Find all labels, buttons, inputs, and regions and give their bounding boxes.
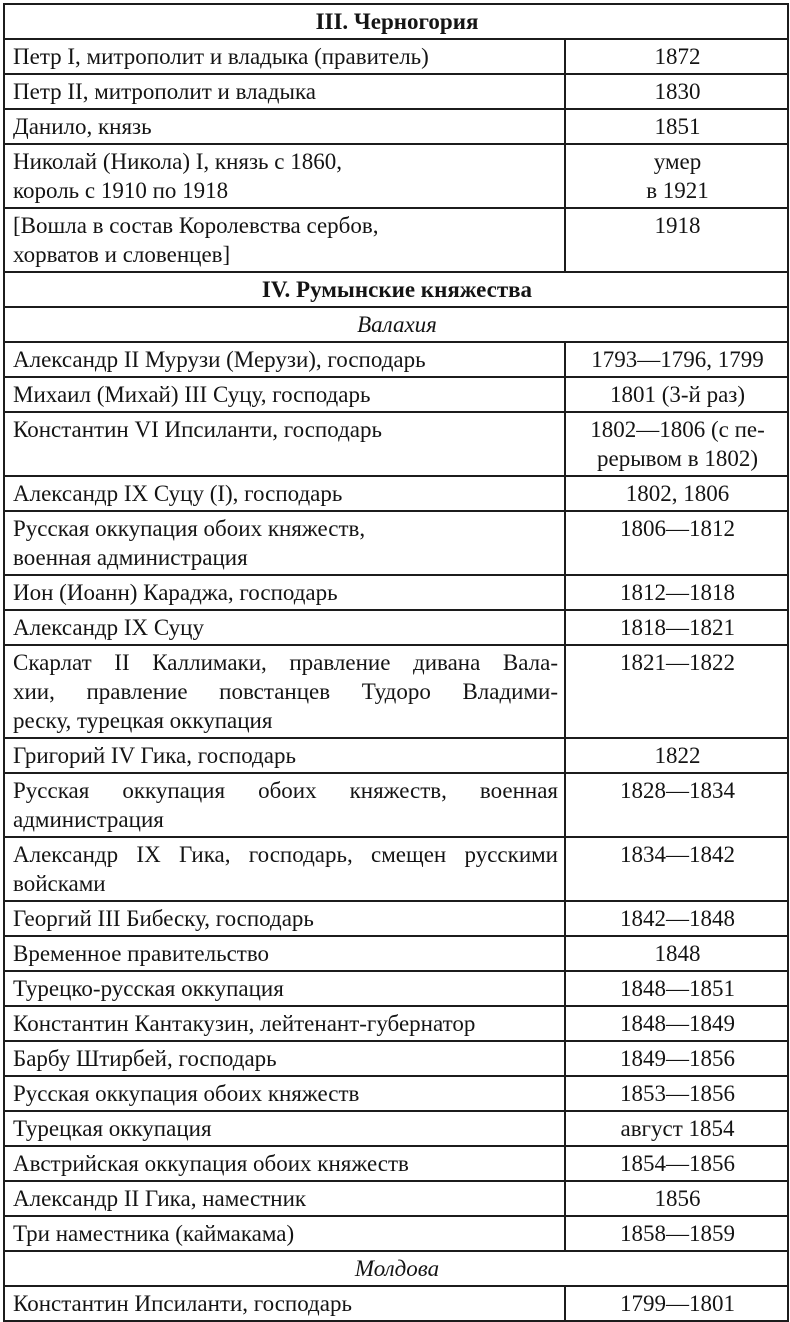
- table-row: [4, 412, 788, 476]
- ruler-name-line: [Вошла в состав Королевства сербов,: [13, 213, 379, 238]
- table-row: [4, 575, 788, 610]
- ruler-name-line: Григорий IV Гика, господарь: [13, 743, 296, 768]
- ruler-name-line: Русская оккупация обоих княжеств, военная: [13, 778, 558, 803]
- years-cell: [565, 936, 788, 971]
- table-row: [4, 144, 788, 208]
- ruler-name-line: Данило, князь: [13, 114, 152, 139]
- years-line: 1853—1856: [620, 1081, 735, 1106]
- years-line: 1848: [654, 941, 701, 966]
- ruler-name-line: Александр II Мурузи (Мерузи), господарь: [13, 347, 426, 372]
- years-cell: [565, 1181, 788, 1216]
- table-row: [4, 1006, 788, 1041]
- ruler-name-line: Скарлат II Каллимаки, правление дивана Вала-: [13, 650, 558, 675]
- table-row: [4, 610, 788, 645]
- ruler-name-cell: [4, 342, 565, 377]
- years-line: 1806—1812: [620, 516, 735, 541]
- ruler-name-line: Австрийская оккупация обоих княжеств: [13, 1151, 409, 1176]
- ruler-name-line: реску, турецкая оккупация: [13, 708, 273, 733]
- years-cell: [565, 610, 788, 645]
- ruler-name-cell: [4, 936, 565, 971]
- ruler-name-cell: [4, 610, 565, 645]
- ruler-name-cell: [4, 1146, 565, 1181]
- ruler-name-line: Константин VI Ипсиланти, господарь: [13, 417, 382, 442]
- ruler-name-line: Михаил (Михай) III Суцу, господарь: [13, 382, 371, 407]
- table-row: [4, 738, 788, 773]
- table-row: [4, 109, 788, 144]
- table-row: [4, 936, 788, 971]
- years-line: 1858—1859: [620, 1221, 735, 1246]
- years-line: 1802, 1806: [625, 481, 730, 506]
- ruler-name-line: Русская оккупация обоих княжеств,: [13, 516, 366, 541]
- table-row: [4, 377, 788, 412]
- ruler-name-cell: [4, 74, 565, 109]
- rulers-table-body: [4, 4, 788, 1321]
- table-row: [4, 971, 788, 1006]
- ruler-name-line: Русская оккупация обоих княжеств: [13, 1081, 360, 1106]
- years-line: 1818—1821: [620, 615, 735, 640]
- table-row: [4, 1076, 788, 1111]
- ruler-name-line: Александр II Гика, наместник: [13, 1186, 307, 1211]
- table-row: [4, 208, 788, 272]
- table-row: [4, 1286, 788, 1321]
- table-row: [4, 1041, 788, 1076]
- years-cell: [565, 901, 788, 936]
- ruler-name-line: Александр IX Суцу: [13, 615, 204, 640]
- section-header: III. Черногория: [4, 4, 788, 39]
- ruler-name-cell: [4, 412, 565, 476]
- years-line: 1834—1842: [620, 842, 735, 867]
- ruler-name-cell: [4, 1286, 565, 1321]
- ruler-name-line: Турецко-русская оккупация: [13, 976, 284, 1001]
- ruler-name-cell: [4, 837, 565, 901]
- ruler-name-cell: [4, 39, 565, 74]
- years-line: 1842—1848: [620, 906, 735, 931]
- years-cell: [565, 738, 788, 773]
- ruler-name-cell: [4, 1041, 565, 1076]
- years-line: 1799—1801: [620, 1291, 735, 1316]
- years-cell: [565, 837, 788, 901]
- ruler-name-line: администрация: [13, 807, 164, 832]
- years-cell: [565, 1216, 788, 1251]
- years-cell: [565, 773, 788, 837]
- subsection-header: Молдова: [4, 1251, 788, 1286]
- ruler-name-line: король с 1910 по 1918: [13, 178, 229, 203]
- years-cell: [565, 342, 788, 377]
- years-cell: [565, 1076, 788, 1111]
- years-line: 1822: [654, 743, 701, 768]
- section-header: IV. Румынские княжества: [4, 272, 788, 307]
- ruler-name-cell: [4, 511, 565, 575]
- ruler-name-cell: [4, 1181, 565, 1216]
- ruler-name-cell: [4, 901, 565, 936]
- years-cell: [565, 971, 788, 1006]
- ruler-name-cell: [4, 1006, 565, 1041]
- table-row: [4, 773, 788, 837]
- table-row: [4, 1181, 788, 1216]
- years-cell: [565, 412, 788, 476]
- table-row: [4, 74, 788, 109]
- years-cell: [565, 575, 788, 610]
- years-cell: [565, 1041, 788, 1076]
- years-line: в 1921: [646, 178, 709, 203]
- ruler-name-line: Три наместника (каймакама): [13, 1221, 295, 1246]
- rulers-table: [3, 3, 789, 1322]
- ruler-name-line: Ион (Иоанн) Караджа, господарь: [13, 580, 338, 605]
- years-cell: [565, 109, 788, 144]
- ruler-name-line: Александр IX Гика, господарь, смещен русскими: [13, 842, 558, 867]
- years-line: 1848—1849: [620, 1011, 735, 1036]
- years-cell: [565, 74, 788, 109]
- ruler-name-cell: [4, 1216, 565, 1251]
- ruler-name-line: Петр II, митрополит и владыка: [13, 79, 316, 104]
- table-row: [4, 476, 788, 511]
- table-row: [4, 342, 788, 377]
- years-line: 1812—1818: [620, 580, 735, 605]
- years-line: 1848—1851: [620, 976, 735, 1001]
- ruler-name-line: Александр IX Суцу (I), господарь: [13, 481, 343, 506]
- years-line: 1918: [654, 213, 701, 238]
- ruler-name-line: военная администрация: [13, 545, 248, 570]
- ruler-name-line: Временное правительство: [13, 941, 270, 966]
- years-cell: [565, 511, 788, 575]
- years-line: 1821—1822: [620, 650, 735, 675]
- years-line: 1872: [654, 44, 701, 69]
- ruler-name-line: Георгий III Бибеску, господарь: [13, 906, 314, 931]
- ruler-name-line: Константин Кантакузин, лейтенант-губернатор: [13, 1011, 476, 1036]
- ruler-name-cell: [4, 575, 565, 610]
- years-cell: [565, 645, 788, 738]
- years-cell: [565, 144, 788, 208]
- years-cell: [565, 377, 788, 412]
- table-row: [4, 511, 788, 575]
- ruler-name-cell: [4, 109, 565, 144]
- ruler-name-cell: [4, 476, 565, 511]
- years-line: 1828—1834: [620, 778, 735, 803]
- table-row: [4, 1111, 788, 1146]
- ruler-name-line: Петр I, митрополит и владыка (правитель): [13, 44, 429, 69]
- ruler-name-cell: [4, 738, 565, 773]
- table-row: [4, 1146, 788, 1181]
- years-line: 1856: [654, 1186, 701, 1211]
- ruler-name-cell: [4, 377, 565, 412]
- years-cell: [565, 39, 788, 74]
- ruler-name-line: хии, правление повстанцев Тудоро Владими-: [13, 679, 558, 704]
- years-cell: [565, 1111, 788, 1146]
- subsection-header: Валахия: [4, 307, 788, 342]
- ruler-name-cell: [4, 144, 565, 208]
- ruler-name-line: войсками: [13, 871, 106, 896]
- table-row: [4, 837, 788, 901]
- table-row: [4, 39, 788, 74]
- years-line: 1854—1856: [620, 1151, 735, 1176]
- ruler-name-line: Николай (Никола) I, князь с 1860,: [13, 149, 342, 174]
- ruler-name-line: Барбу Штирбей, господарь: [13, 1046, 277, 1071]
- years-cell: [565, 1006, 788, 1041]
- years-cell: [565, 476, 788, 511]
- ruler-name-line: хорватов и словенцев]: [13, 242, 231, 267]
- years-cell: [565, 208, 788, 272]
- ruler-name-cell: [4, 971, 565, 1006]
- ruler-name-line: Константин Ипсиланти, господарь: [13, 1291, 352, 1316]
- years-line: 1851: [654, 114, 701, 139]
- ruler-name-line: Турецкая оккупация: [13, 1116, 212, 1141]
- years-line: рерывом в 1802): [597, 446, 758, 471]
- years-cell: [565, 1146, 788, 1181]
- ruler-name-cell: [4, 773, 565, 837]
- ruler-name-cell: [4, 1076, 565, 1111]
- years-line: умер: [653, 149, 702, 174]
- years-line: 1849—1856: [620, 1046, 735, 1071]
- table-row: [4, 901, 788, 936]
- ruler-name-cell: [4, 1111, 565, 1146]
- years-line: 1801 (3-й раз): [609, 382, 746, 407]
- table-row: [4, 645, 788, 738]
- years-line: 1830: [654, 79, 701, 104]
- years-cell: [565, 1286, 788, 1321]
- years-line: 1793—1796, 1799: [591, 347, 764, 372]
- ruler-name-cell: [4, 645, 565, 738]
- years-line: август 1854: [620, 1116, 735, 1141]
- ruler-name-cell: [4, 208, 565, 272]
- table-row: [4, 1216, 788, 1251]
- years-line: 1802—1806 (с пе-: [590, 417, 765, 442]
